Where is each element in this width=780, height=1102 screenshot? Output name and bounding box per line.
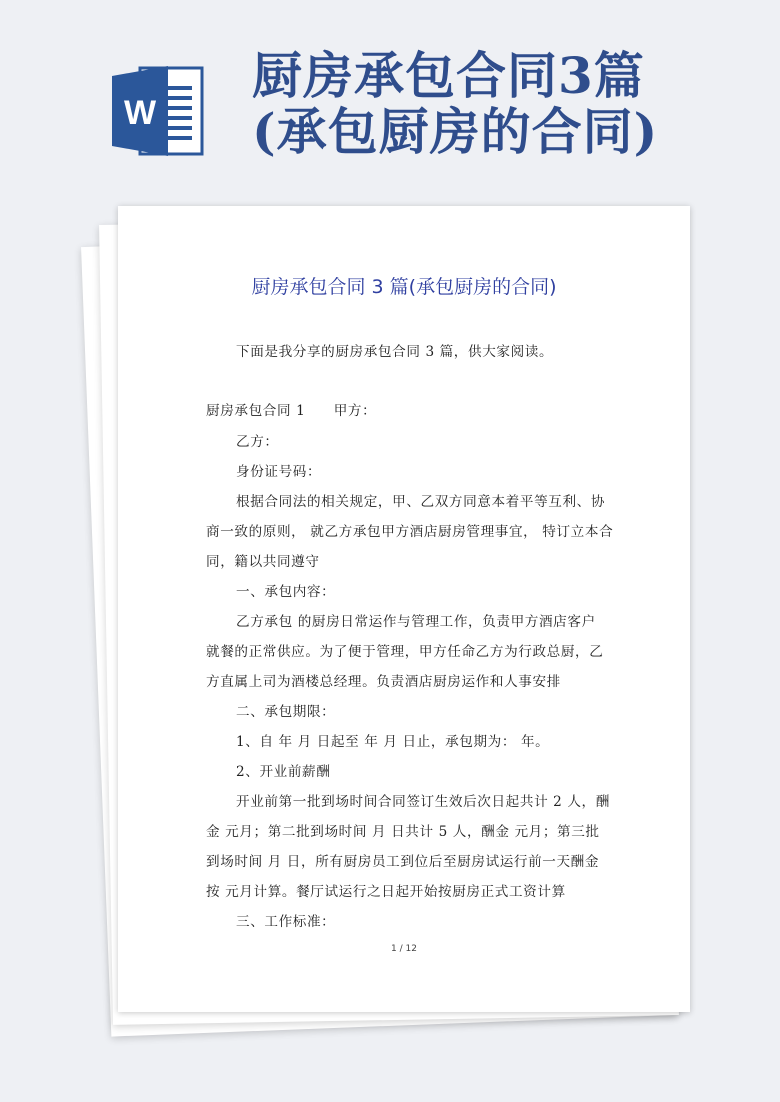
doc-line: 到场时间 月 日，所有厨房员工到位后至厨房试运行前一天酬金 bbox=[206, 854, 600, 870]
page-number: 1 / 12 bbox=[391, 944, 417, 954]
doc-line: 二、承包期限： bbox=[236, 704, 336, 720]
doc-line: 方直属上司为酒楼总经理。负责酒店厨房运作和人事安排 bbox=[206, 674, 561, 690]
doc-line: 乙方： bbox=[236, 434, 279, 450]
doc-line: 就餐的正常供应。为了便于管理，甲方任命乙方为行政总厨，乙 bbox=[206, 644, 604, 660]
doc-line: 开业前第一批到场时间合同签订生效后次日起共计 2 人，酬 bbox=[236, 794, 610, 810]
doc-line: 1、自 年 月 日起至 年 月 日止，承包期为： 年。 bbox=[236, 734, 550, 750]
document-page bbox=[118, 206, 690, 1012]
document-title: 厨房承包合同 3 篇(承包厨房的合同) bbox=[251, 276, 557, 298]
doc-line: 乙方承包 的厨房日常运作与管理工作，负责甲方酒店客户 bbox=[236, 614, 596, 630]
doc-line: 厨房承包合同 1 甲方： bbox=[206, 403, 377, 419]
header-title-line1: 厨房承包合同3篇 bbox=[252, 46, 645, 105]
doc-line: 2、开业前薪酬 bbox=[236, 764, 331, 780]
doc-line: 按 元月计算。餐厅试运行之日起开始按厨房正式工资计算 bbox=[206, 884, 566, 900]
doc-line: 根据合同法的相关规定，甲、乙双方同意本着平等互利、协 bbox=[236, 494, 606, 510]
svg-text:W: W bbox=[123, 94, 157, 132]
header-title-line2: (承包厨房的合同) bbox=[252, 102, 659, 161]
doc-line: 同，籍以共同遵守 bbox=[206, 554, 320, 570]
doc-line: 下面是我分享的厨房承包合同 3 篇，供大家阅读。 bbox=[236, 344, 554, 360]
doc-line: 身份证号码： bbox=[236, 464, 322, 480]
doc-line: 三、工作标准： bbox=[236, 914, 336, 930]
doc-line: 金 元月；第二批到场时间 月 日共计 5 人，酬金 元月；第三批 bbox=[206, 824, 600, 840]
doc-line: 一、承包内容： bbox=[236, 584, 336, 600]
word-document-icon bbox=[110, 64, 204, 158]
header-title bbox=[252, 48, 772, 160]
doc-line: 商一致的原则， 就乙方承包甲方酒店厨房管理事宜， 特订立本合 bbox=[206, 524, 614, 540]
